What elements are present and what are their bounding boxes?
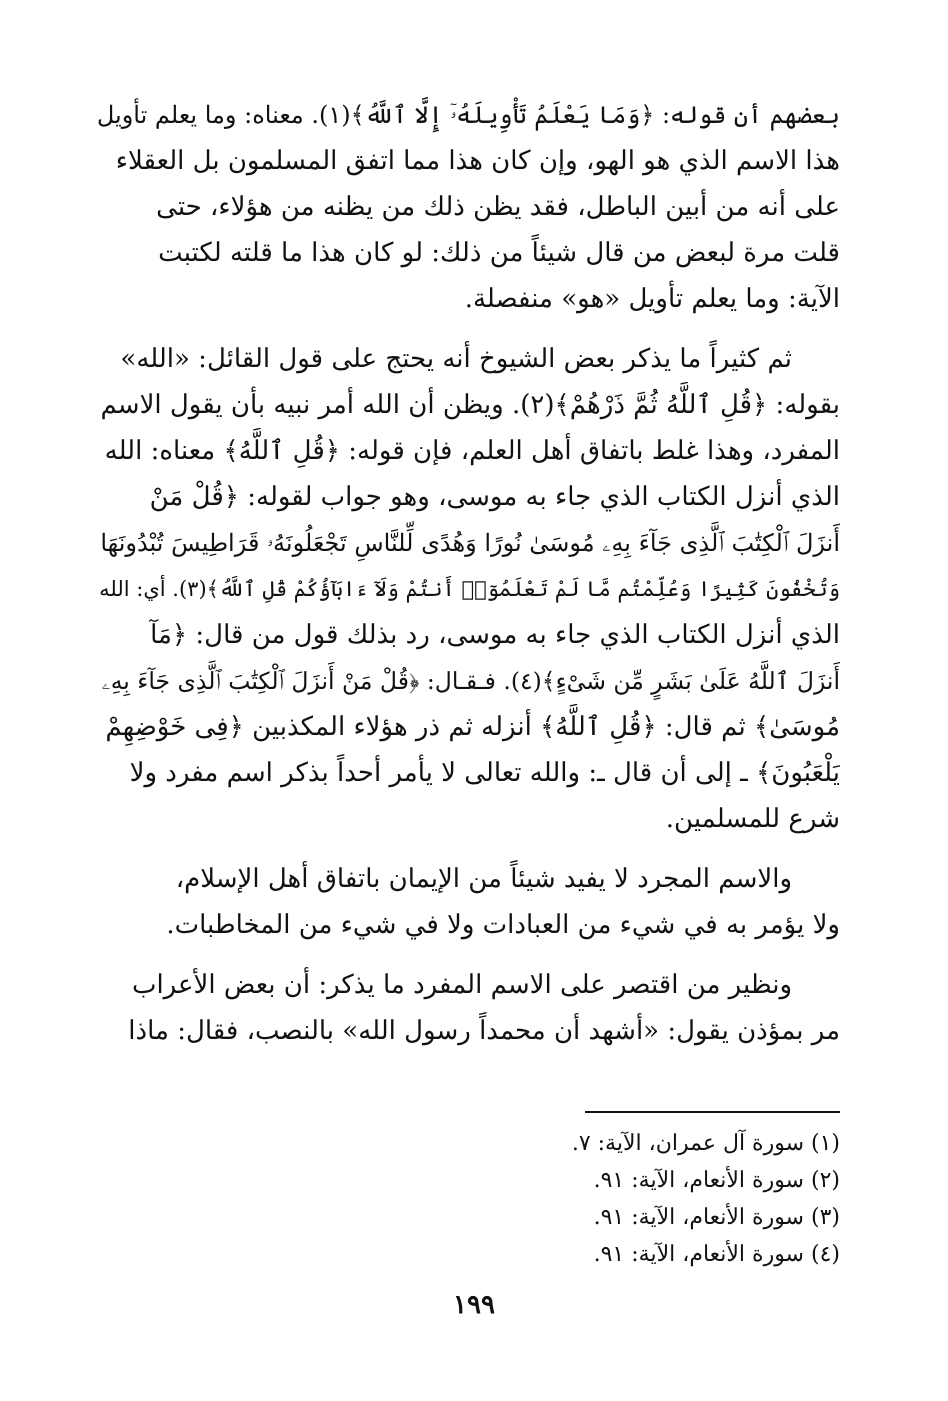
text-line: مر بمؤذن يقول: «أشهد أن محمداً رسول الله» بالنصب، فقال: ماذا (128, 1016, 840, 1046)
text-line: ثم كثيراً ما يذكر بعض الشيوخ أنه يحتج على قول القائل: «الله» (120, 344, 792, 374)
paragraph-2 (96, 336, 840, 842)
text-line: الذي أنزل الكتاب الذي جاء به موسى، وهو جواب لقوله: ﴿قُلْ مَنْ (149, 482, 840, 512)
footnote-1: (١) سورة آل عمران، الآية: ٧. (571, 1131, 840, 1156)
quran-verse-line: وَتُخْفُونَ كَثِيرًا وَعُلِّمْتُم مَّا لَمْ تَعْلَمُوٓا۟ أَنتُمْ وَلَآ ءَابَآؤُكُمْ قُلِ ٱللَّهُ﴾(٣). أي: الله (99, 577, 840, 601)
paragraph-1 (96, 92, 840, 322)
text-line: هذا الاسم الذي هو الهو، وإن كان هذا مما اتفق المسلمون بل العقلاء (115, 146, 840, 176)
page-number: ١٩٩ (453, 1290, 495, 1320)
paragraph-3 (96, 856, 840, 948)
paragraph-4 (96, 962, 840, 1054)
text-line: يَلْعَبُونَ﴾ ـ إلى أن قال ـ: والله تعالى لا يأمر أحداً بذكر اسم مفرد ولا (129, 758, 840, 788)
text-line: الذي أنزل الكتاب الذي جاء به موسى، رد بذلك قول من قال: ﴿مَآ (150, 620, 840, 650)
footnote-4: (٤) سورة الأنعام، الآية: ٩١. (593, 1242, 840, 1267)
text-line: الآية: وما يعلم تأويل «هو» منفصلة. (464, 284, 840, 314)
text-line: بعضهم أن قوله: ﴿وَمَا يَعْلَمُ تَأْوِيلَهُۥٓ إِلَّا ٱللَّهُ﴾(١). معناه: وما يعلم تأويل (96, 101, 840, 129)
text-line: مُوسَىٰ﴾ ثم قال: ﴿قُلِ ٱللَّهُ﴾ أنزله ثم ذر هؤلاء المكذبين ﴿فِى خَوْضِهِمْ (105, 712, 840, 742)
text-line: شرع للمسلمين. (665, 804, 840, 834)
footnote-2: (٢) سورة الأنعام، الآية: ٩١. (593, 1168, 840, 1193)
quran-verse-line: أَنزَلَ ٱلْكِتَٰبَ ٱلَّذِى جَآءَ بِهِۦ مُوسَىٰ نُورًا وَهُدًى لِّلنَّاسِ تَجْعَلُونَهُۥ قَرَاطِيسَ تُبْدُونَهَا (100, 529, 840, 557)
footnote-divider (585, 1111, 840, 1113)
quran-verse-line: أَنزَلَ ٱللَّهُ عَلَىٰ بَشَرٍ مِّن شَىْءٍ﴾(٤). فـقـال: ﴿قُلْ مَنْ أَنزَلَ ٱلْكِتَٰبَ ٱلَّذِى جَآءَ بِهِۦ (101, 667, 840, 695)
text-line: قلت مرة لبعض من قال شيئاً من ذلك: لو كان هذا ما قلته لكتبت (158, 238, 840, 268)
footnote-3: (٣) سورة الأنعام، الآية: ٩١. (593, 1205, 840, 1230)
text-line: ولا يؤمر به في شيء من العبادات ولا في شيء من المخاطبات. (166, 910, 840, 940)
text-line: بقوله: ﴿قُلِ ٱللَّهُ ثُمَّ ذَرْهُمْ﴾(٢). ويظن أن الله أمر نبيه بأن يقول الاسم (100, 390, 840, 420)
text-line: المفرد، وهذا غلط باتفاق أهل العلم، فإن قوله: ﴿قُلِ ٱللَّهُ﴾ معناه: الله (104, 436, 840, 466)
footnotes (420, 1125, 840, 1273)
main-text (96, 92, 840, 1068)
text-line: والاسم المجرد لا يفيد شيئاً من الإيمان باتفاق أهل الإسلام، (175, 864, 792, 894)
text-line: على أنه من أبين الباطل، فقد يظن ذلك من يظنه من هؤلاء، حتى (156, 192, 840, 222)
text-line: ونظير من اقتصر على الاسم المفرد ما يذكر: أن بعض الأعراب (131, 970, 792, 1000)
